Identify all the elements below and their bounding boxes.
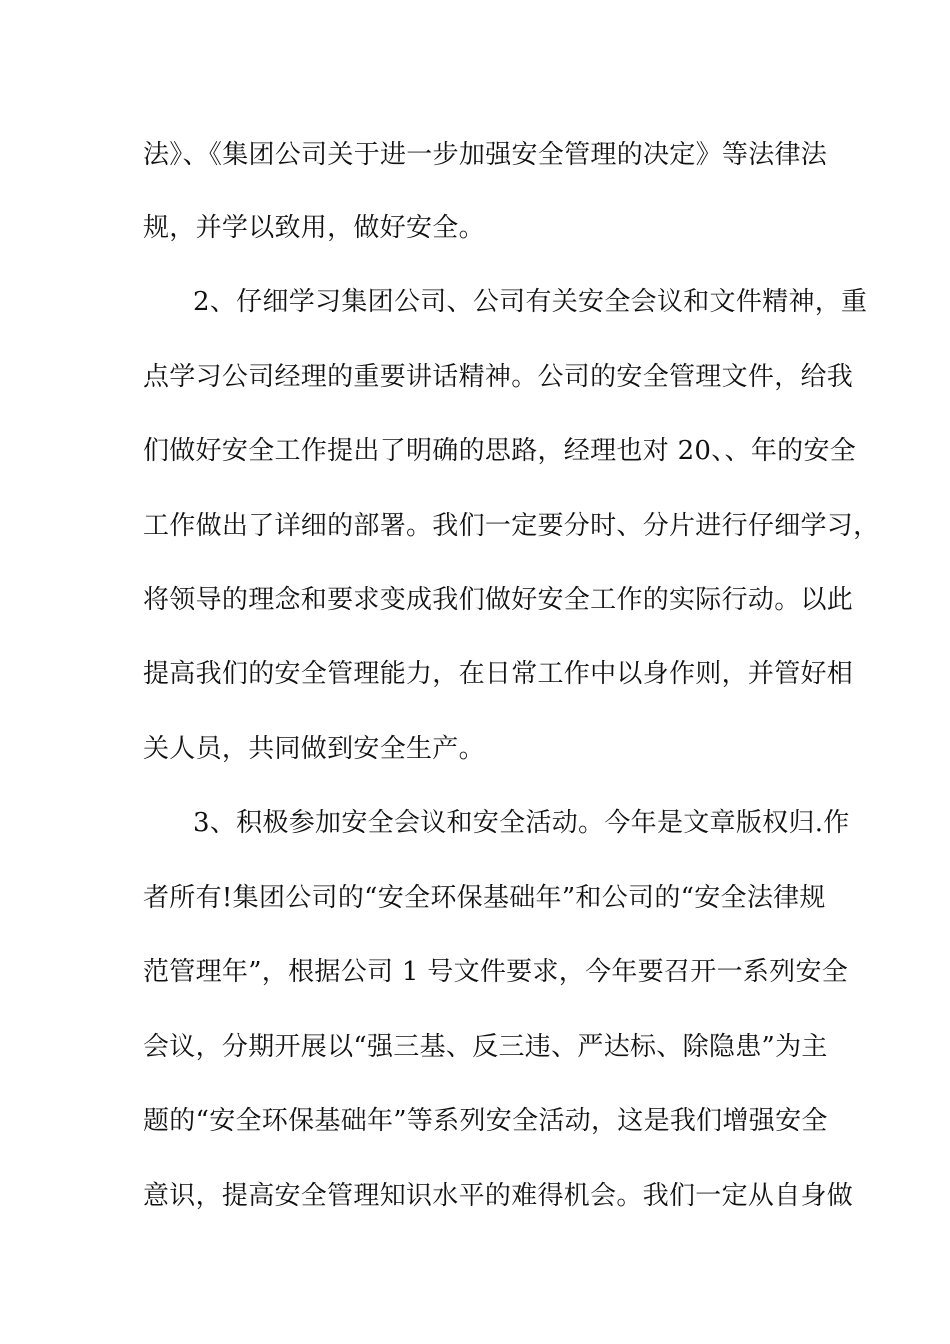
paragraph-start-line: 3、积极参加安全会议和安全活动。今年是文章版权归.作: [193, 808, 850, 838]
text-line: 们做好安全工作提出了明确的思路，经理也对 20、、年的安全: [143, 436, 857, 466]
text-line: 点学习公司经理的重要讲话精神。公司的安全管理文件，给我: [143, 362, 854, 392]
text-line: 会议，分期开展以“强三基、反三违、严达标、除隐患”为主: [143, 1032, 828, 1062]
text-line: 意识，提高安全管理知识水平的难得机会。我们一定从自身做: [143, 1181, 854, 1211]
text-line: 提高我们的安全管理能力，在日常工作中以身作则，并管好相: [143, 659, 854, 689]
text-line: 法》、《集团公司关于进一步加强安全管理的决定》等法律法: [143, 140, 828, 170]
text-line: 范管理年”，根据公司 1 号文件要求，今年要召开一系列安全: [143, 957, 849, 987]
text-line: 题的“安全环保基础年”等系列安全活动，这是我们增强安全: [143, 1106, 828, 1136]
text-line: 将领导的理念和要求变成我们做好安全工作的实际行动。以此: [143, 585, 854, 615]
text-line: 规，并学以致用，做好安全。: [143, 213, 485, 243]
text-line: 关人员，共同做到安全生产。: [143, 734, 485, 764]
paragraph-start-line: 2、仔细学习集团公司、公司有关安全会议和文件精神，重: [193, 287, 868, 317]
text-line: 工作做出了详细的部署。我们一定要分时、分片进行仔细学习，: [143, 511, 880, 541]
text-line: 者所有!集团公司的“安全环保基础年”和公司的“安全法律规: [143, 883, 826, 913]
